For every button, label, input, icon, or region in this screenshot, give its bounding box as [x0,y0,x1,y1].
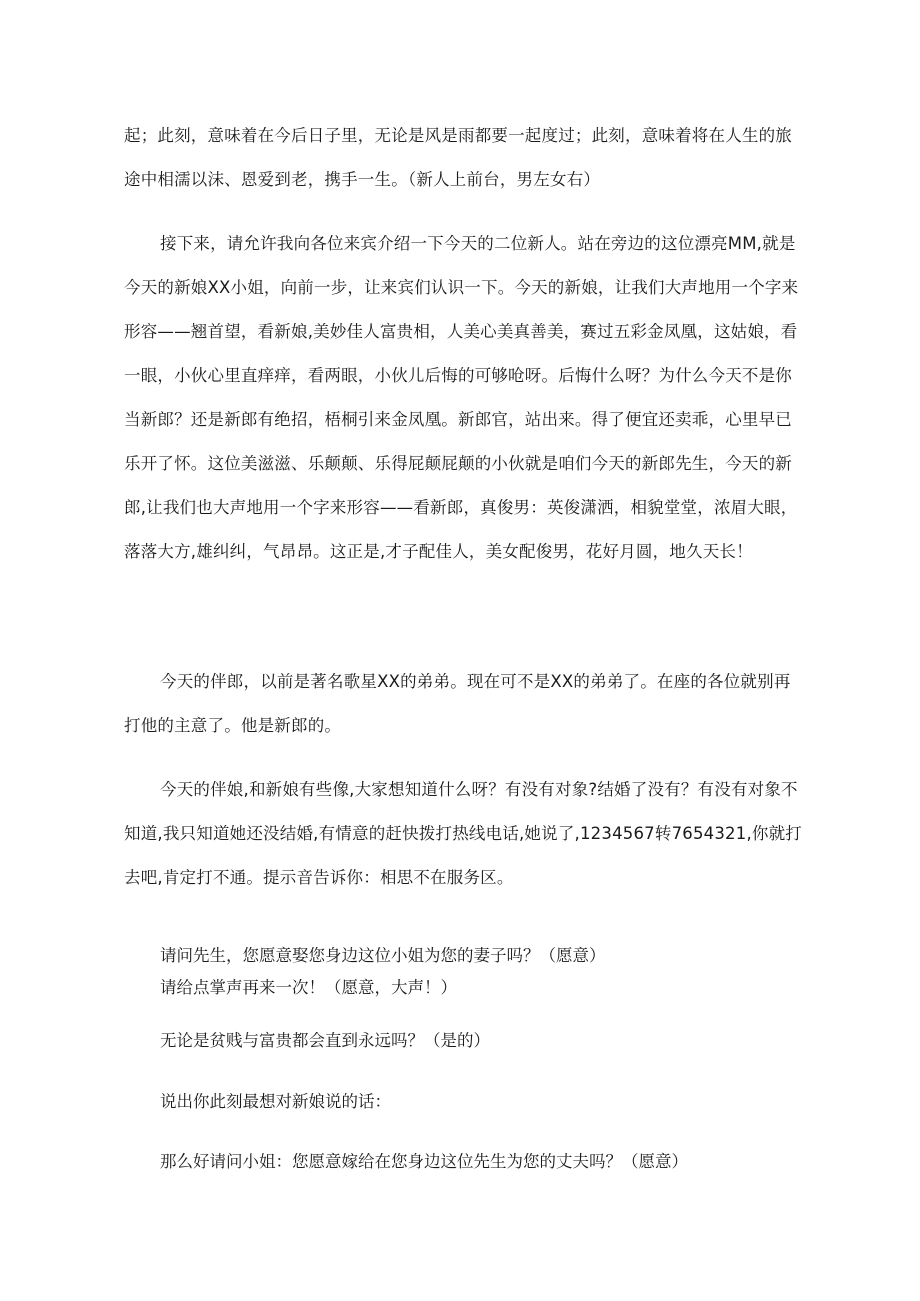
paragraph-best-man: 今天的伴郎，以前是著名歌星XX的弟弟。现在可不是XX的弟弟了。在座的各位就别再打他的主意了。他是新郎的。 [124,672,791,735]
paragraph-ceremony-moment: 起；此刻，意味着在今后日子里，无论是风是雨都要一起度过；此刻，意味着将在人生的旅途中相濡以沫、恩爱到老，携手一生。（新人上前台，男左女右） [124,126,792,189]
paragraph-bridesmaid: 今天的伴娘,和新娘有些像,大家想知道什么呀？有没有对象?结婚了没有？有没有对象不知道,我只知道她还没结婚,有情意的赶快拨打热线电话,她说了,1234567转7654321,你就打去吧,肯定打不通。提示音告诉你：相思不在服务区。 [124,780,802,887]
line-ask-bride: 那么好请问小姐：您愿意嫁给在您身边这位先生为您的丈夫吗？（愿意） [160,1152,688,1171]
line-applause-again: 请给点掌声再来一次！（愿意，大声！） [160,978,457,997]
line-ask-groom: 请问先生，您愿意娶您身边这位小姐为您的妻子吗？（愿意） [160,946,606,965]
paragraph-introduce-couple: 接下来，请允许我向各位来宾介绍一下今天的二位新人。站在旁边的这位漂亮MM,就是今天的新娘XX小姐，向前一步，让来宾们认识一下。今天的新娘，让我们大声地用一个字来形容——翘首望，看新娘,美妙佳人富贵相，人美心美真善美，赛过五彩金凤凰，这姑娘，看一眼，小伙心里直痒痒，看两眼，小伙儿后悔的可够呛呀。后悔什么呀？为什么今天不是你当新郎？还是新郎有绝招，梧桐引来金凤凰。新郎官，站出来。得了便宜还卖乖，心里早已乐开了怀。这位美滋滋、乐颠颠、乐得屁颠屁颠的小伙就是咱们今天的新郎先生，今天的新郎,让我们也大声地用一个字来形容——看新郎，真俊男：英俊潇洒，相貌堂堂，浓眉大眼，落落大方,雄纠纠，气昂昂。这正是,才子配佳人，美女配俊男，花好月圆，地久天长！ [124,234,799,561]
line-forever-question: 无论是贫贱与富贵都会直到永远吗？（是的） [160,1031,490,1050]
line-words-to-bride: 说出你此刻最想对新娘说的话： [160,1092,391,1111]
